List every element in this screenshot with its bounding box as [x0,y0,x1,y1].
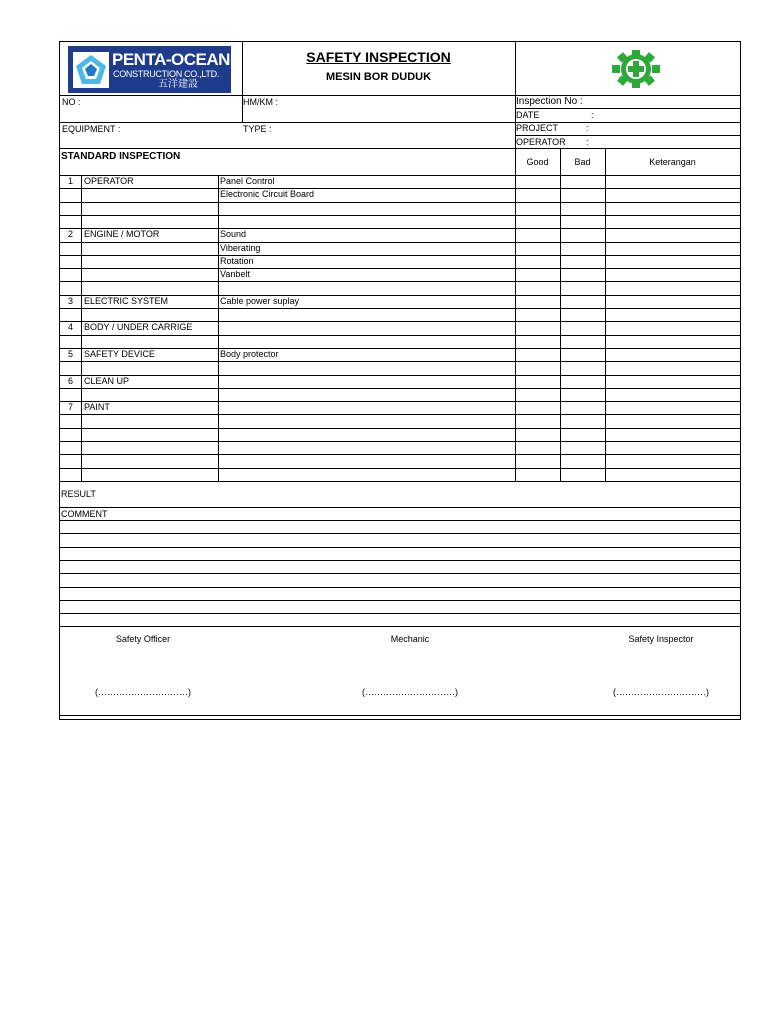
comment-line [60,547,740,548]
grid-hline [60,335,740,336]
col-bad: Bad [574,157,591,167]
header-vline-right [515,42,516,148]
row-item: SAFETY DEVICE [84,348,155,359]
row-detail: Sound [220,229,247,240]
grid-hline [60,321,740,322]
row-number: 1 [67,176,73,186]
date-colon: : [591,110,594,120]
logo-japanese: 五洋建設 [158,79,198,90]
grid-hline [60,255,740,256]
safety-inspection-form [59,41,741,720]
signature-role-safety-inspector: Safety Inspector [628,634,694,644]
row-detail: Rotation [220,255,254,266]
logo-name: PENTA-OCEAN [112,50,230,69]
comment-label: COMMENT [61,509,108,519]
row-item: ENGINE / MOTOR [84,229,160,240]
grid-hline [60,401,740,402]
grid-hline [60,202,740,203]
form-bottom-line [60,715,740,716]
grid-vline [218,175,219,481]
signature-role-mechanic: Mechanic [390,634,430,644]
row-number: 5 [67,348,73,359]
date-label: DATE [516,110,540,120]
grid-hline [60,268,740,269]
operator-colon: : [586,137,589,147]
result-divider [60,507,740,508]
row-item: BODY / UNDER CARRIGE [84,322,193,333]
row-item: CLEAN UP [84,375,130,386]
comment-line [60,520,740,521]
header-vline-left [242,42,243,122]
comment-line [60,613,740,614]
project-colon: : [586,123,589,133]
table-header-bottom [60,175,740,176]
row-detail: Viberating [220,242,261,253]
logo-subtitle: CONSTRUCTION CO.,LTD. [113,69,220,79]
grid-hline [60,215,740,216]
row-item: OPERATOR [84,176,134,186]
form-subtitle: MESIN BOR DUDUK [325,71,432,83]
result-label: RESULT [61,489,96,499]
row-detail: Body protector [220,348,279,359]
grid-vline [605,148,606,481]
grid-hline [60,295,740,296]
grid-hline [60,242,740,243]
type-label: TYPE : [243,124,272,134]
row-number: 3 [67,295,73,306]
operator-label: OPERATOR [516,137,566,147]
row-number: 4 [67,322,73,333]
row-number: 6 [67,375,73,386]
form-title: SAFETY INSPECTION [306,49,451,65]
comment-line [60,560,740,561]
row-item: PAINT [84,402,110,413]
grid-hline [60,188,740,189]
table-top [60,148,740,149]
col-keterangan: Keterangan [649,157,696,167]
grid-hline [60,228,740,229]
grid-hline [60,414,740,415]
grid-hline [60,441,740,442]
row-detail: Vanbelt [220,269,250,280]
grid-hline [60,375,740,376]
signature-line-mechanic: (…………………………) [362,687,458,697]
grid-hline [60,308,740,309]
grid-vline [81,175,82,481]
signature-top [60,626,740,627]
pentagon-logo-icon [73,52,109,88]
grid-hline [60,348,740,349]
row-item: ELECTRIC SYSTEM [84,295,169,306]
section-title: STANDARD INSPECTION [61,151,181,162]
grid-vline [515,148,516,481]
grid-hline [60,481,740,482]
comment-line [60,600,740,601]
signature-line-safety-officer: (…………………………) [95,687,191,697]
grid-hline [60,281,740,282]
row-number: 2 [67,229,73,240]
col-good: Good [526,157,549,167]
project-label: PROJECT [516,123,559,133]
no-label: NO : [62,97,81,107]
hmkm-label: HM/KM : [243,97,278,107]
header-divider [60,95,740,96]
grid-vline [560,148,561,481]
comment-line [60,533,740,534]
grid-hline [60,428,740,429]
grid-hline [60,361,740,362]
grid-hline [515,108,740,109]
signature-line-safety-inspector: (…………………………) [613,687,709,697]
signature-role-safety-officer: Safety Officer [115,634,171,644]
company-logo [68,46,231,93]
comment-line [60,587,740,588]
comment-line [60,573,740,574]
equipment-label: EQUIPMENT : [62,124,121,134]
row-number: 7 [67,402,73,413]
grid-hline [60,122,740,123]
grid-hline [60,468,740,469]
grid-hline [60,388,740,389]
grid-hline [60,454,740,455]
grid-hline [515,135,740,136]
row-detail: Cable power suplay [220,295,300,306]
row-detail: Electronic Circuit Board [220,189,315,200]
row-detail: Panel Control [220,176,275,186]
safety-gear-icon [607,48,665,90]
inspection-no-label: Inspection No : [516,96,583,107]
